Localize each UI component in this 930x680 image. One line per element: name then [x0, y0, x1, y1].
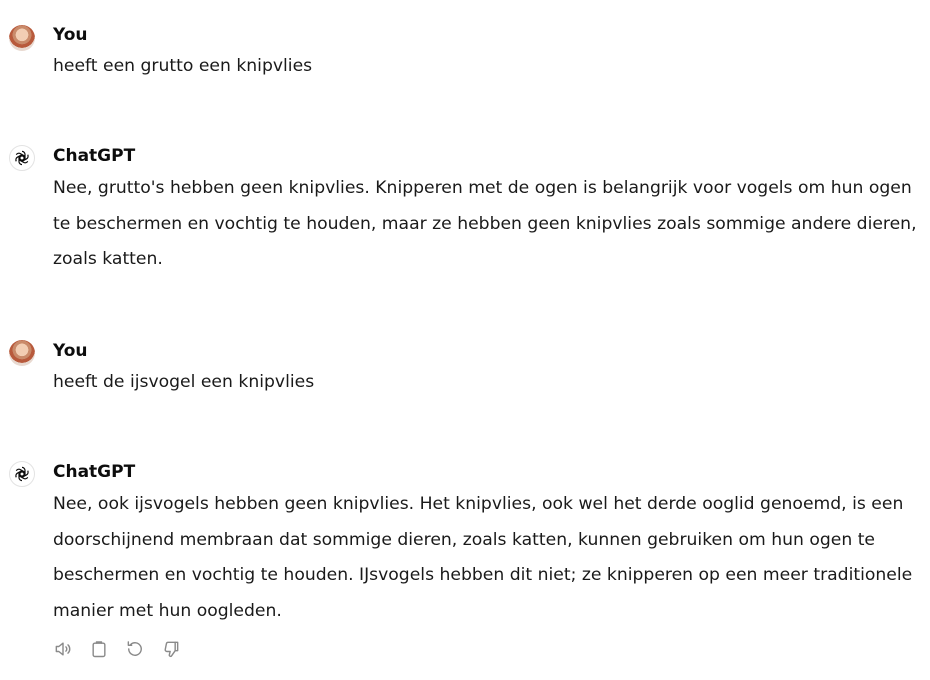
message-author: ChatGPT	[53, 146, 136, 166]
speaker-icon	[53, 639, 73, 659]
message-author: You	[53, 25, 88, 45]
message-author: You	[53, 341, 88, 361]
read-aloud-button[interactable]	[52, 638, 74, 660]
message-text: heeft een grutto een knipvlies	[53, 56, 313, 76]
chatgpt-avatar	[9, 461, 35, 487]
chatgpt-avatar	[9, 145, 35, 171]
thumbs-down-icon	[161, 639, 181, 659]
message-text: Nee, grutto's hebben geen knipvlies. Knipperen met de ogen is belangrijk voor vogels om hun ogen te beschermen en vochtig te houden, maar ze hebben geen knipvlies zoals sommige andere dieren, zoals katten.	[53, 178, 917, 269]
openai-logo-icon	[13, 149, 31, 167]
bad-response-button[interactable]	[160, 638, 182, 660]
message-author: ChatGPT	[53, 462, 136, 482]
user-avatar	[9, 340, 35, 366]
regenerate-button[interactable]	[124, 638, 146, 660]
message-text: heeft de ijsvogel een knipvlies	[53, 372, 315, 392]
user-avatar	[9, 25, 35, 51]
message-actions	[52, 638, 182, 660]
openai-logo-icon	[13, 465, 31, 483]
clipboard-icon	[89, 639, 109, 659]
regenerate-icon	[125, 639, 145, 659]
copy-button[interactable]	[88, 638, 110, 660]
message-text: Nee, ook ijsvogels hebben geen knipvlies. Het knipvlies, ook wel het derde ooglid genoemd, is een doorschijnend membraan dat sommige dieren, zoals katten, kunnen gebruiken om hun ogen te beschermen en vochtig te houden. IJsvogels hebben dit niet; ze knipperen op een meer traditionele manier met hun oogleden.	[53, 494, 913, 621]
